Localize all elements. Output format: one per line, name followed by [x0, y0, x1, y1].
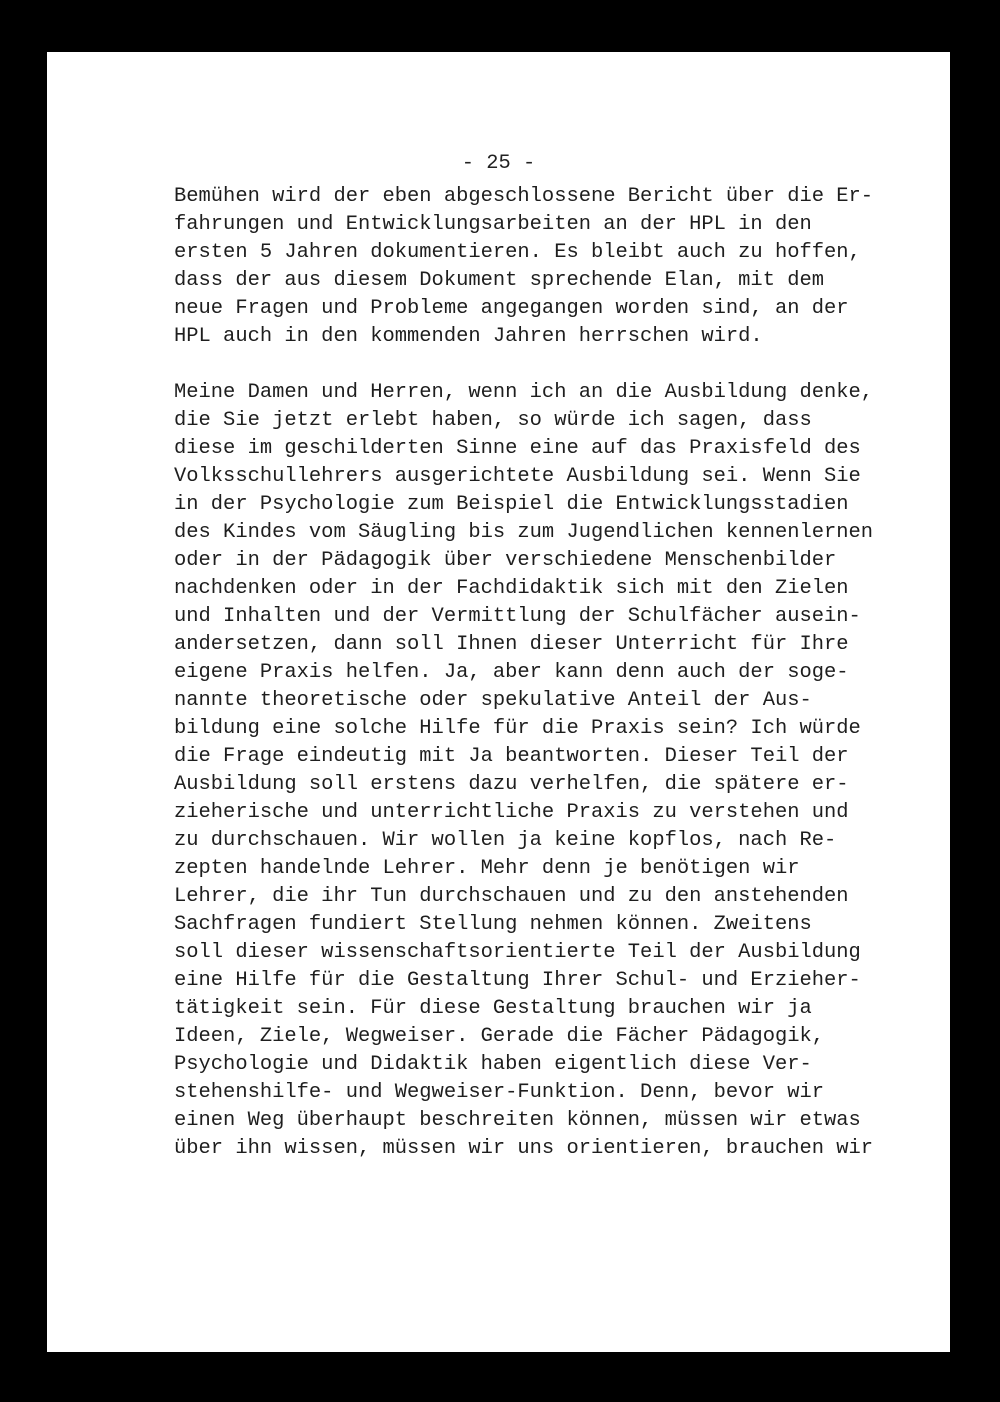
text-line: eine Hilfe für die Gestaltung Ihrer Schul- und Erzieher-	[174, 969, 861, 992]
document-body	[174, 183, 873, 1191]
text-line: Psychologie und Didaktik haben eigentlich diese Ver-	[174, 1053, 812, 1076]
text-line: Lehrer, die ihr Tun durchschauen und zu den anstehenden	[174, 885, 849, 908]
text-line: dass der aus diesem Dokument sprechende Elan, mit dem	[174, 269, 825, 292]
text-line: die Frage eindeutig mit Ja beantworten. Dieser Teil der	[174, 745, 849, 768]
text-line: Ausbildung soll erstens dazu verhelfen, die spätere er-	[174, 773, 849, 796]
text-line: zepten handelnde Lehrer. Mehr denn je benötigen wir	[174, 857, 800, 880]
text-line: des Kindes vom Säugling bis zum Jugendlichen kennenlernen	[174, 521, 874, 544]
text-line: neue Fragen und Probleme angegangen worden sind, an der	[174, 297, 849, 320]
text-line: und Inhalten und der Vermittlung der Schulfächer ausein-	[174, 605, 861, 628]
text-line: oder in der Pädagogik über verschiedene Menschenbilder	[174, 549, 837, 572]
text-line: diese im geschilderten Sinne eine auf das Praxisfeld des	[174, 437, 861, 460]
text-line: einen Weg überhaupt beschreiten können, müssen wir etwas	[174, 1109, 861, 1132]
text-line: fahrungen und Entwicklungsarbeiten an der HPL in den	[174, 213, 812, 236]
text-line: Sachfragen fundiert Stellung nehmen können. Zweitens	[174, 913, 812, 936]
text-line: stehenshilfe- und Wegweiser-Funktion. Denn, bevor wir	[174, 1081, 825, 1104]
text-line: die Sie jetzt erlebt haben, so würde ich sagen, dass	[174, 409, 812, 432]
page-number: - 25 -	[461, 152, 536, 175]
text-line: Volksschullehrers ausgerichtete Ausbildung sei. Wenn Sie	[174, 465, 861, 488]
text-line: in der Psychologie zum Beispiel die Entwicklungsstadien	[174, 493, 849, 516]
text-line: HPL auch in den kommenden Jahren herrschen wird.	[174, 325, 763, 348]
text-line: andersetzen, dann soll Ihnen dieser Unterricht für Ihre	[174, 633, 849, 656]
text-line: zieherische und unterrichtliche Praxis zu verstehen und	[174, 801, 849, 824]
text-line: soll dieser wissenschaftsorientierte Teil der Ausbildung	[174, 941, 861, 964]
text-line: bildung eine solche Hilfe für die Praxis sein? Ich würde	[174, 717, 861, 740]
paragraph	[174, 183, 873, 351]
text-line: tätigkeit sein. Für diese Gestaltung brauchen wir ja	[174, 997, 812, 1020]
text-line: Ideen, Ziele, Wegweiser. Gerade die Fächer Pädagogik,	[174, 1025, 825, 1048]
text-line: eigene Praxis helfen. Ja, aber kann denn auch der soge-	[174, 661, 849, 684]
text-line: ersten 5 Jahren dokumentieren. Es bleibt auch zu hoffen,	[174, 241, 861, 264]
text-line: Meine Damen und Herren, wenn ich an die Ausbildung denke,	[174, 381, 874, 404]
paragraph	[174, 379, 873, 1163]
document-page	[47, 52, 950, 1352]
text-line: zu durchschauen. Wir wollen ja keine kopflos, nach Re-	[174, 829, 837, 852]
text-line: über ihn wissen, müssen wir uns orientieren, brauchen wir	[174, 1137, 874, 1160]
text-line: nachdenken oder in der Fachdidaktik sich mit den Zielen	[174, 577, 849, 600]
text-line: nannte theoretische oder spekulative Anteil der Aus-	[174, 689, 812, 712]
text-line: Bemühen wird der eben abgeschlossene Bericht über die Er-	[174, 185, 874, 208]
